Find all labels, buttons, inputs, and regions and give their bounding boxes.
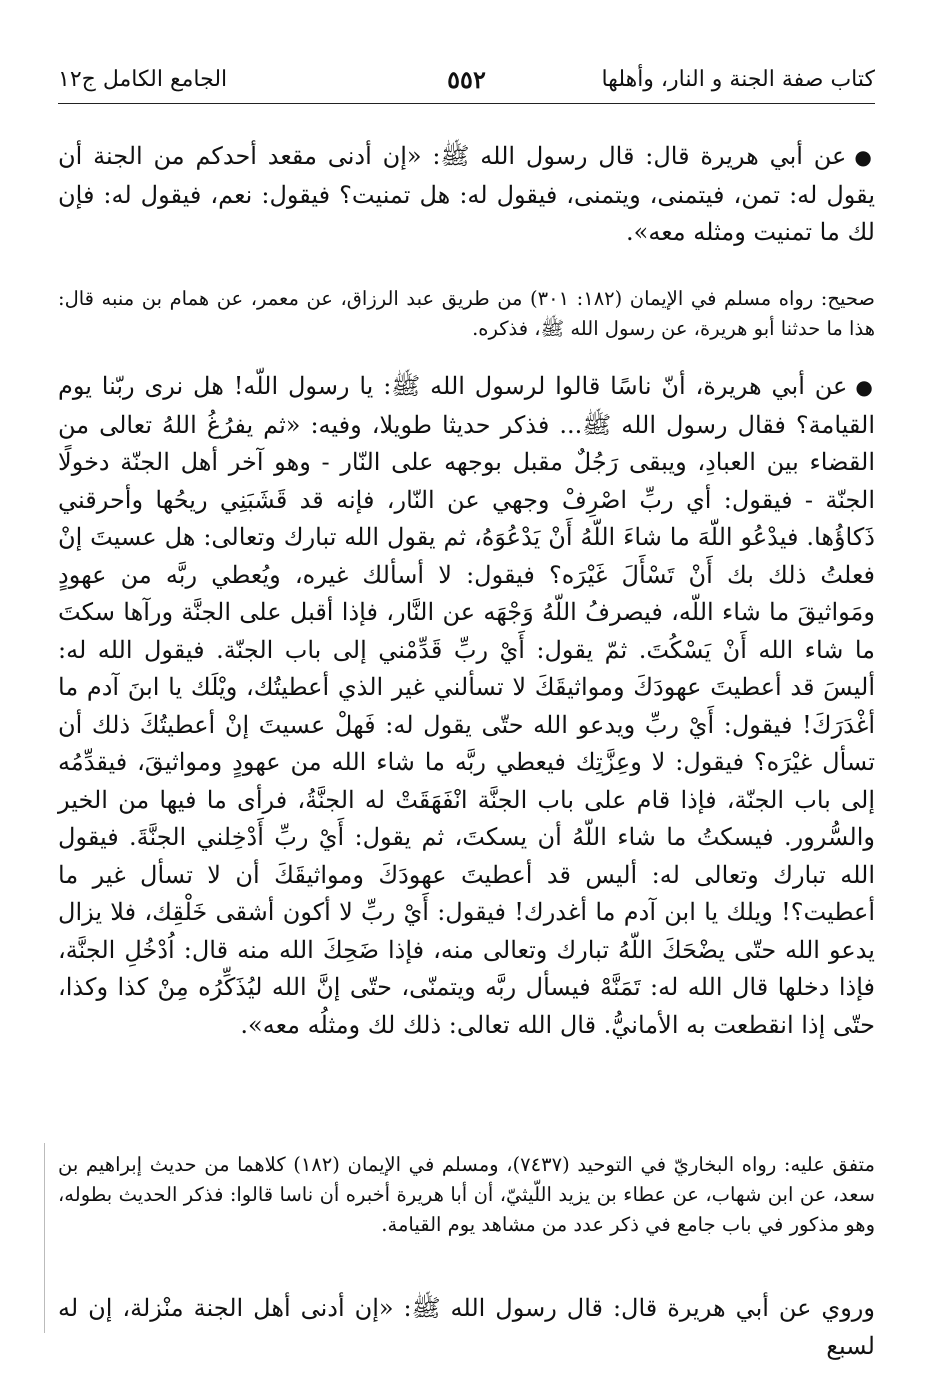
takhrij-note-1 (58, 284, 875, 344)
bullet-icon: ● (855, 375, 875, 399)
note-text-2: متفق عليه: رواه البخاريّ في التوحيد (٧٤٣٧)، ومسلم في الإيمان (١٨٢) كلاهما من حديث إبراهيم بن سعد، عن ابن شهاب، عن عطاء بن يزيد اللّيثيّ، أن أبا هريرة أخبره أن ناسا قالوا: فذكر الحديث بطوله، وهو مذكور في باب جامع في ذكر عدد من مشاهد يوم القيامة. (58, 1153, 875, 1236)
header-rule (58, 103, 875, 104)
hadith-paragraph-3 (58, 1290, 875, 1365)
hadith-paragraph-1 (58, 138, 875, 252)
book-title: الجامع الكامل ج١٢ (58, 67, 228, 92)
hadith-paragraph-2 (58, 368, 875, 1044)
hadith-text-1: عن أبي هريرة قال: قال رسول الله ﷺ: «إن أدنى مقعد أحدكم من الجنة أن يقول له: تمن، فيتمنى، ويتمنى، فيقول له: هل تمنيت؟ فيقول: نعم، فيقول له: فإن لك ما تمنيت ومثله معه». (58, 142, 875, 246)
takhrij-note-2 (58, 1150, 875, 1240)
margin-line (44, 1143, 45, 1333)
note-text-1: صحيح: رواه مسلم في الإيمان (١٨٢: ٣٠١) من طريق عبد الرزاق، عن معمر، عن همام بن منبه قال: هذا ما حدثنا أبو هريرة، عن رسول الله ﷺ، فذكره. (58, 287, 875, 340)
chapter-title: كتاب صفة الجنة و النار، وأهلها (601, 67, 875, 92)
hadith-text-2: عن أبي هريرة، أنّ ناسًا قالوا لرسول الله ﷺ: يا رسول اللّه! هل نرى ربّنا يوم القيامة؟ فقال رسول الله ﷺ... فذكر حديثا طويلا، وفيه: «ثم يفرُغُ اللهُ تعالى من القضاء بين العبادِ، ويبقى رَجُلٌ مقبل بوجهه على النّار - وهو آخر أهل الجنّة دخولًا الجنّة - فيقول: أي ربِّ اصْرِفْ وجهي عن النّار، فإنه قد قَشَبَنِي ريحُها وأحرقني ذَكاؤُها. فيدْعُو اللّهَ ما شاءَ اللّهُ أَنْ يَدْعُوَهُ، ثم يقول الله تبارك وتعالى: هل عسيتَ إنْ فعلتُ ذلك بك أَنْ تَسْأَلَ غَيْرَه؟ فيقول: لا أسألك غيره، ويُعطي ربَّه من عهودٍ ومَواثيقَ ما شاء اللّه، فيصرفُ اللّهُ وَجْهَه عن النَّار، فإذا أقبل على الجنَّة ورآها سكتَ ما شاء الله أَنْ يَسْكُتَ. ثمّ يقول: أَيْ ربِّ قَدِّمْني إلى باب الجنّة. فيقول الله له: أليسَ قد أعطيتَ عهودَكَ ومواثيقَكَ لا تسألني غير الذي أعطيتُك، ويْلَك يا ابنَ آدم ما أغْدَرَكَ! فيقول: أَيْ ربِّ ويدعو الله حتّى يقول له: فَهلْ عسيتَ إنْ أعطيتُكَ ذلك أن تسأل غيْرَه؟ فيقول: لا وعِزَّتِك فيعطي ربَّه ما شاء الله من عهودٍ ومواثيقَ، فيقدِّمُه إلى باب الجنّة، فإذا قام على باب الجنَّة انْفَهَقَتْ له الجنَّةُ، فرأى ما فيها من الخير والسُّرور. فيسكتُ ما شاء اللّهُ أن يسكتَ، ثم يقول: أَيْ ربِّ أَدْخِلني الجنَّةَ. فيقول الله تبارك وتعالى له: أليس قد أعطيتَ عهودَكَ ومواثيقَكَ أن لا تسأل غير ما أعطيت؟! ويلك يا ابن آدم ما أغدرك! فيقول: أَيْ ربِّ لا أكون أشقى خَلْقِك، فلا يزال يدعو الله حتّى يضْحَكَ اللّهُ تبارك وتعالى منه، فإذا ضَحِكَ الله منه قال: اُدْخُلِ الجنَّة، فإذا دخلها قال الله له: تَمَنَّهْ فيسأل ربَّه ويتمنّى، حتّى إنَّ الله ليُذَكِّرُه مِنْ كذا وكذا، حتّى إذا انقطعت به الأمانيُّ. قال الله تعالى: ذلك لك ومثلُه معه». (58, 372, 876, 1039)
hadith-text-3: وروي عن أبي هريرة قال: قال رسول الله ﷺ: «إن أدنى أهل الجنة منْزلة، إن له لسبع (58, 1294, 875, 1360)
page-number: ٥٥٢ (447, 65, 486, 94)
page-header (58, 62, 875, 98)
bullet-icon: ● (854, 145, 876, 169)
